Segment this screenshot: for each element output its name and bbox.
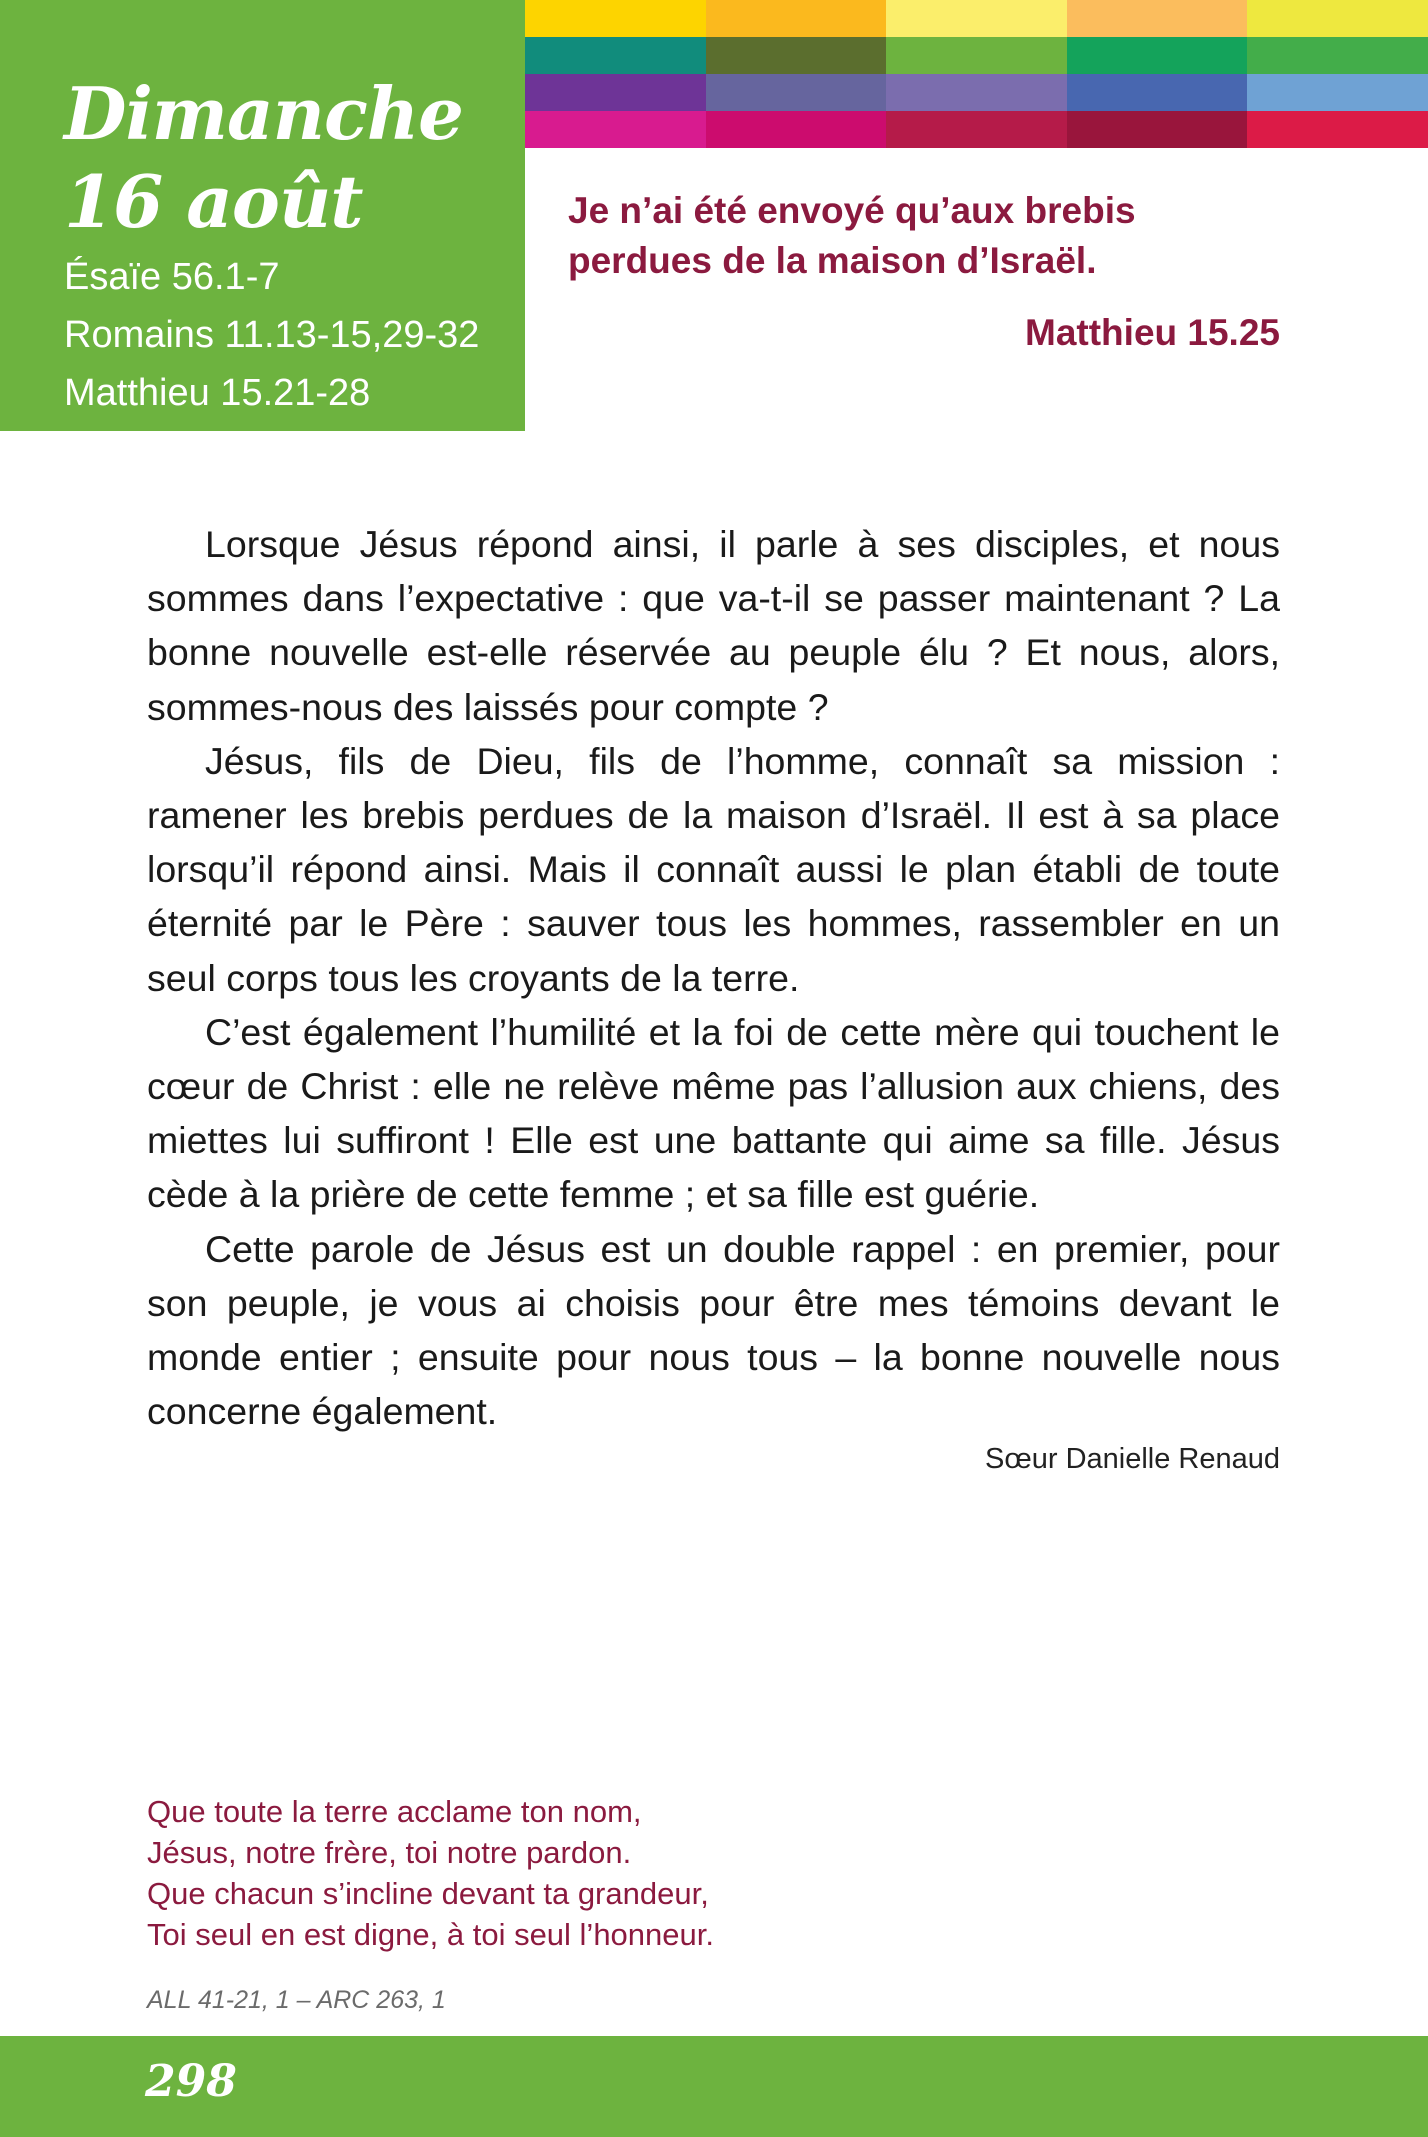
color-swatch-4-4 xyxy=(1067,111,1248,148)
color-swatch-4-5 xyxy=(1247,111,1428,148)
color-swatch-3-4 xyxy=(1067,74,1248,111)
author-signature: Sœur Danielle Renaud xyxy=(985,1443,1280,1475)
reading-ref-2: Romains 11.13-15,29-32 xyxy=(64,314,480,356)
color-swatch-4-3 xyxy=(886,111,1067,148)
decorative-color-grid xyxy=(525,0,1428,148)
color-swatch-2-2 xyxy=(706,37,887,74)
hymn-line-4: Toi seul en est digne, à toi seul l’honneur. xyxy=(147,1917,714,1952)
page-number: 298 xyxy=(145,2056,237,2107)
color-swatch-2-4 xyxy=(1067,37,1248,74)
hymn-line-2: Jésus, notre frère, toi notre pardon. xyxy=(147,1835,632,1870)
key-verse-reference: Matthieu 15.25 xyxy=(1025,312,1280,353)
hymn-line-3: Que chacun s’incline devant ta grandeur, xyxy=(147,1876,709,1911)
color-swatch-3-1 xyxy=(525,74,706,111)
color-swatch-1-1 xyxy=(525,0,706,37)
key-verse-line-2: perdues de la maison d’Israël. xyxy=(568,240,1097,281)
hymn-reference: ALL 41-21, 1 – ARC 263, 1 xyxy=(147,1986,446,2014)
date-header xyxy=(0,0,525,431)
reading-ref-3: Matthieu 15.21-28 xyxy=(64,372,371,414)
color-swatch-2-3 xyxy=(886,37,1067,74)
color-swatch-2-1 xyxy=(525,37,706,74)
paragraph-4: Cette parole de Jésus est un double rappel : en premier, pour son peuple, je vous ai choisis pour être mes témoins devant le monde entier ; ensuite pour nous tous – la bonne nouvelle nous concerne également. xyxy=(147,1227,1280,1433)
reading-ref-1: Ésaïe 56.1-7 xyxy=(64,256,280,298)
hymn-verse xyxy=(147,1791,1047,1955)
color-swatch-4-2 xyxy=(706,111,887,148)
color-swatch-4-1 xyxy=(525,111,706,148)
paragraph-2: Jésus, fils de Dieu, fils de l’homme, connaît sa mission : ramener les brebis perdues de la maison d’Israël. Il est à sa place lorsqu’il répond ainsi. Mais il connaît aussi le plan établi de toute éternité par le Père : sauver tous les hommes, rassembler en un seul corps tous les croyants de la terre. xyxy=(147,739,1280,999)
day-name: Dimanche xyxy=(64,71,463,156)
color-swatch-1-5 xyxy=(1247,0,1428,37)
color-swatch-1-4 xyxy=(1067,0,1248,37)
day-date: 16 août xyxy=(64,159,363,244)
hymn-line-1: Que toute la terre acclame ton nom, xyxy=(147,1794,642,1829)
color-swatch-1-2 xyxy=(706,0,887,37)
key-verse-line-1: Je n’ai été envoyé qu’aux brebis xyxy=(568,190,1136,231)
date-title xyxy=(64,70,514,246)
color-swatch-3-2 xyxy=(706,74,887,111)
meditation-text xyxy=(147,517,1280,1438)
color-swatch-3-5 xyxy=(1247,74,1428,111)
color-swatch-2-5 xyxy=(1247,37,1428,74)
paragraph-1: Lorsque Jésus répond ainsi, il parle à ses disciples, et nous sommes dans l’expectative : que va-t-il se passer maintenant ? La bonne nouvelle est-elle réservée au peuple élu ? Et nous, alors, sommes-nous des laissés pour compte ? xyxy=(147,523,1280,728)
reading-references xyxy=(64,248,514,422)
key-verse xyxy=(568,186,1288,286)
color-swatch-1-3 xyxy=(886,0,1067,37)
color-swatch-3-3 xyxy=(886,74,1067,111)
paragraph-3: C’est également l’humilité et la foi de cette mère qui touchent le cœur de Christ : elle ne relève même pas l’allusion aux chiens, des miettes lui suffiront ! Elle est une battante qui aime sa fille. Jésus cède à la prière de cette femme ; et sa fille est guérie. xyxy=(147,1010,1280,1216)
page-footer xyxy=(0,2036,1428,2137)
